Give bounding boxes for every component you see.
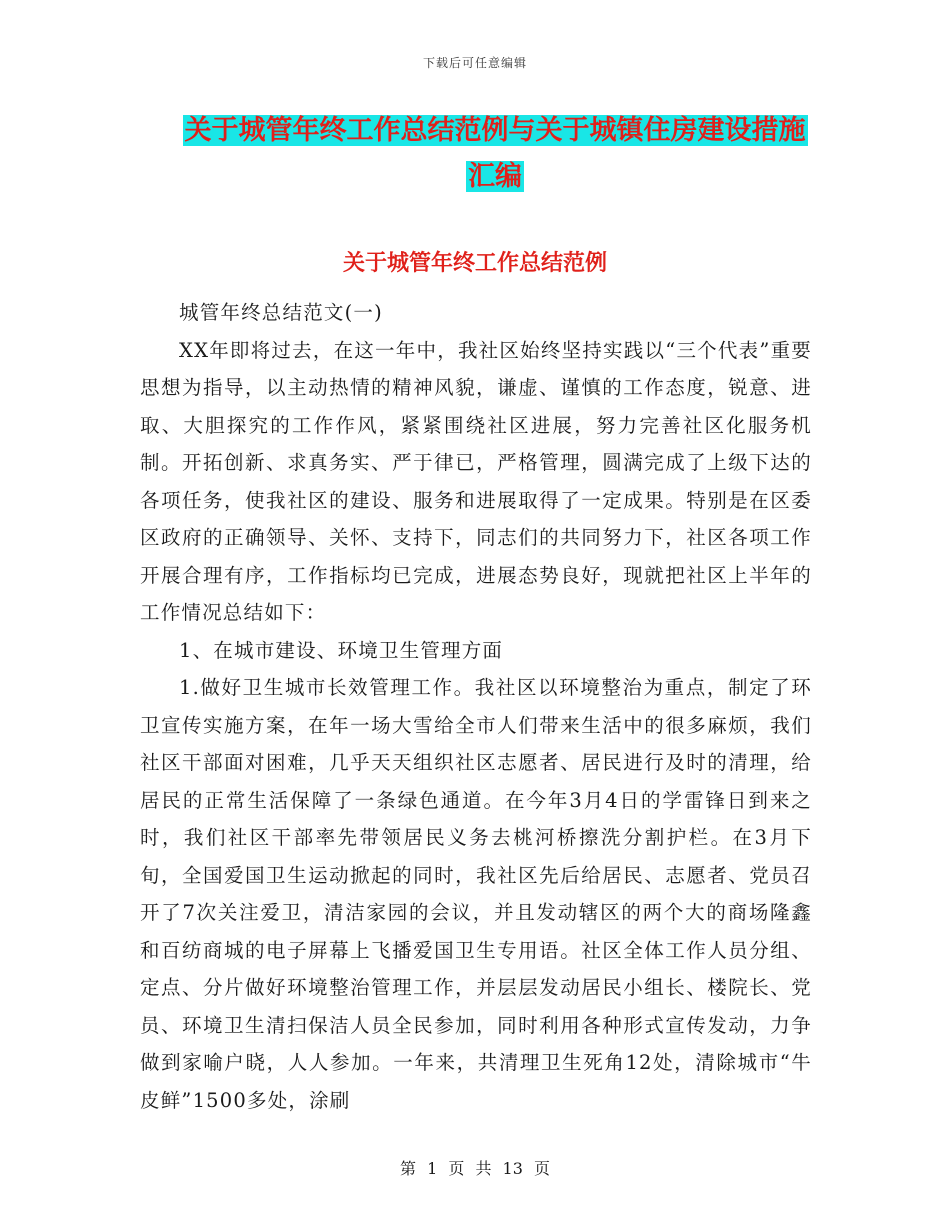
paragraph-subtitle: 城管年终总结范文(一) xyxy=(179,301,383,324)
paragraph-heading-1: 1、在城市建设、环境卫生管理方面 xyxy=(179,638,504,662)
page-header-note: 下载后可任意编辑 xyxy=(422,56,527,70)
document-title-line-1: 关于城管年终工作总结范例与关于城镇住房建设措施 xyxy=(184,115,806,146)
document-title xyxy=(180,108,810,200)
page-footer-indicator: 第 1 页 共 13 页 xyxy=(400,1159,550,1178)
section-title: 关于城管年终工作总结范例 xyxy=(342,251,607,276)
paragraph-intro: XX年即将过去，在这一年中，我社区始终坚持实践以“三个代表”重要思想为指导，以主动热情的精神风貌，谦虚、谨慎的工作态度，锐意、进取、大胆探究的工作作风，紧紧围绕社区进展，努力完善社区化服务机制。开拓创新、求真务实、严于律已，严格管理，圆满完成了上级下达的各项任务，使我社区的建设、服务和进展取得了一定成果。特别是在区委区政府的正确领导、关怀、支持下，同志们的共同努力下，社区各项工作开展合理有序，工作指标均已完成，进展态势良好，现就把社区上半年的工作情况总结如下： xyxy=(140,338,812,624)
document-body xyxy=(140,294,812,1119)
document-title-line-2: 汇编 xyxy=(468,161,522,192)
paragraph-item-1: 1.做好卫生城市长效管理工作。我社区以环境整治为重点，制定了环卫宣传实施方案，在年一场大雪给全市人们带来生活中的很多麻烦，我们社区干部面对困难，几乎天天组织社区志愿者、居民进行及时的清理，给居民的正常生活保障了一条绿色通道。在今年3月4日的学雷锋日到来之时，我们社区干部率先带领居民义务去桃河桥擦洗分割护栏。在3月下旬，全国爱国卫生运动掀起的同时，我社区先后给居民、志愿者、党员召开了7次关注爱卫，清洁家园的会议，并且发动辖区的两个大的商场隆鑫和百纺商城的电子屏幕上飞播爱国卫生专用语。社区全体工作人员分组、定点、分片做好环境整治管理工作，并层层发动居民小组长、楼院长、党员、环境卫生清扫保洁人员全民参加，同时利用各种形式宣传发动，力争做到家喻户晓，人人参加。一年来，共清理卫生死角12处，清除城市“牛皮鲜”1500多处，涂刷 xyxy=(140,676,812,1112)
